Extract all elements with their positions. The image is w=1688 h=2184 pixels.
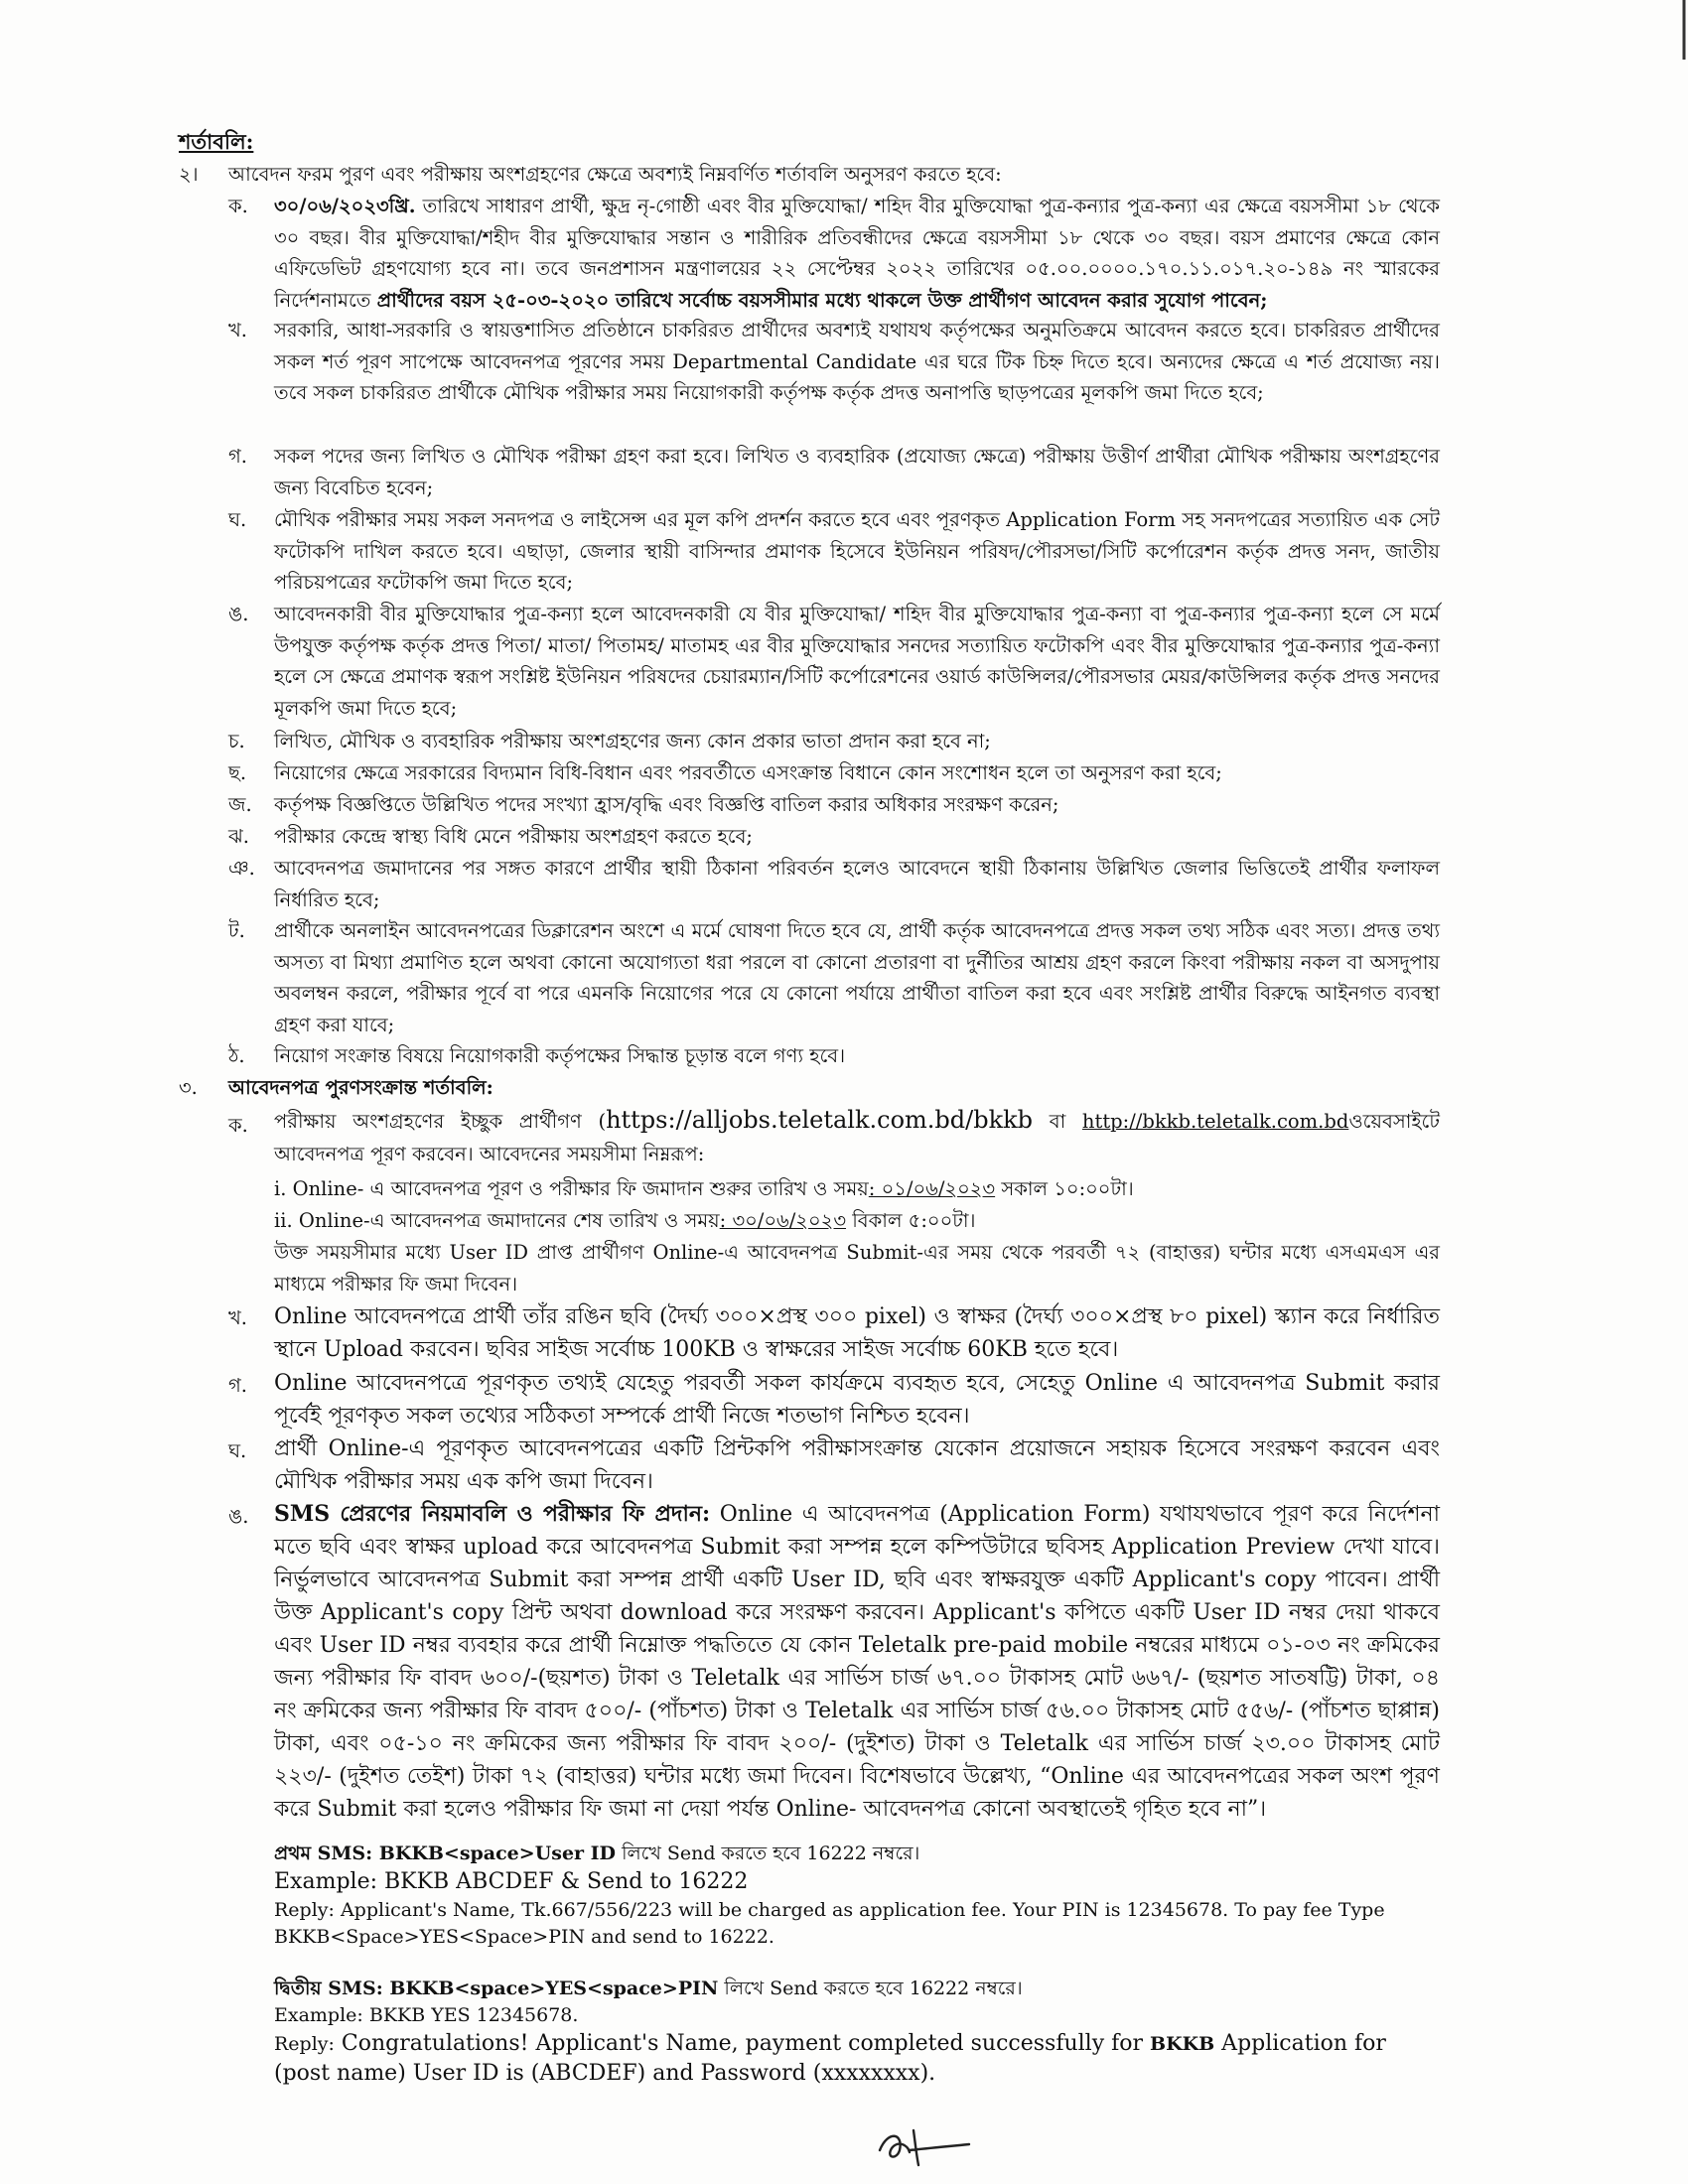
alljobs-link[interactable]: https://alljobs.teletalk.com.bd/bkkb (606, 1106, 1034, 1134)
item-ka-age-limit: ৩০/০৬/২০২৩খ্রি. তারিখে সাধারণ প্রার্থী, ক্ষুদ্র নৃ-গোষ্ঠী এবং বীর মুক্তিযোদ্ধা/ শহিদ বীর মুক্তিযোদ্ধা পুত্র-কন্যার পুত্র-কন্যা এর ক্ষেত্রে বয়সসীমা ১৮ থেকে ৩০ বছর। বীর মুক্তিযোদ্ধা/শহীদ বীর মুক্তিযোদ্ধার সন্তান ও শারীরিক প্রতিবন্ধীদের ক্ষেত্রে বয়সসীমা ১৮ থেকে ৩০ বছর। বয়স প্রমাণের ক্ষেত্রে কোন এফিডেভিট গ্রহণযোগ্য হবে না। তবে জনপ্রশাসন মন্ত্রণালয়ের ২২ সেপ্টেম্বর ২০২২ তারিখের ০৫.০০.০০০০.১৭০.১১.০১৭.২০-১৪৯ নং স্মারকের নির্দেশনামতে প্রার্থীদের বয়স ২৫-০৩-২০২০ তারিখে সর্বোচ্চ বয়সসীমার মধ্যে থাকলে উক্ত প্রার্থীগণ আবেদন করার সুযোগ পাবেন; (274, 195, 1440, 312)
online-end-date: ii. Online-এ আবেদনপত্র জমাদানের শেষ তারিখ ও সময়: ৩০/০৬/২০২৩ বিকাল ৫:০০টা। (274, 1209, 976, 1232)
scan-edge-mark (1670, 0, 1688, 60)
second-sms-example: Example: BKKB YES 12345678. (274, 2004, 579, 2026)
bkkb-teletalk-link[interactable]: http://bkkb.teletalk.com.bd (1081, 1110, 1349, 1133)
item3-gha-marker: ঘ. (228, 1439, 247, 1462)
item3-ka-marker: ক. (228, 1114, 248, 1137)
item-nya-marker: ঞ. (228, 857, 255, 880)
item-umo-freedom-fighter: আবেদনকারী বীর মুক্তিযোদ্ধার পুত্র-কন্যা হলে আবেদনকারী যে বীর মুক্তিযোদ্ধা/ শহিদ বীর মুক্তিযোদ্ধার পুত্র-কন্যা বা পুত্র-কন্যার পুত্র-কন্যা হলে সে মর্মে উপযুক্ত কর্তৃপক্ষ কর্তৃক প্রদত্ত পিতা/ মাতা/ পিতামহ/ মাতামহ এর বীর মুক্তিযোদ্ধার সনদের সত্যায়িত ফটোকপি এবং বীর মুক্তিযোদ্ধার পুত্র-কন্যার পুত্র-কন্যা হলে সে ক্ষেত্রে প্রমাণক স্বরূপ সংশ্লিষ্ট ইউনিয়ন পরিষদের চেয়ারম্যান/সিটি কর্পোরেশনের ওয়ার্ড কাউন্সিলর/পৌরসভার মেয়র/কাউন্সিলর কর্তৃক প্রদত্ত সনদের মূলকপি জমা দিতে হবে; (274, 603, 1440, 720)
item-nya-address-change: আবেদনপত্র জমাদানের পর সঙ্গত কারণে প্রার্থীর স্থায়ী ঠিকানা পরিবর্তন হলেও আবেদনে স্থায়ী ঠিকানায় উল্লিখিত জেলার ভিত্তিতেই প্রার্থীর ফলাফল নির্ধারিত হবে; (274, 857, 1440, 911)
first-sms-block (274, 1841, 1446, 1951)
online-start-date: i. Online- এ আবেদনপত্র পূরণ ও পরীক্ষার ফি জমাদান শুরুর তারিখ ও সময়: ০১/০৬/২০২৩ সকাল ১০:০০টা। (274, 1177, 1134, 1200)
first-sms-reply: Reply: Applicant's Name, Tk.667/556/223 will be charged as application fee. Your PIN is 12345678. To pay fee Type BKKB<Space>YES<Space>PIN and send to 16222. (274, 1899, 1385, 1948)
item-gha-documents: মৌখিক পরীক্ষার সময় সকল সনদপত্র ও লাইসেন্স এর মূল কপি প্রদর্শন করতে হবে এবং পূরণকৃত Application Form সহ সনদপত্রের সত্যায়িত এক সেট ফটোকপি দাখিল করতে হবে। এছাড়া, জেলার স্থায়ী বাসিন্দার প্রমাণক হিসেবে ইউনিয়ন পরিষদ/পৌরসভা/সিটি কর্পোরেশন কর্তৃক প্রদত্ত সনদ, জাতীয় পরিচয়পত্রের ফটোকপি জমা দিতে হবে; (274, 508, 1440, 594)
item-ca-allowance: লিখিত, মৌখিক ও ব্যবহারিক পরীক্ষায় অংশগ্রহণের জন্য কোন প্রকার ভাতা প্রদান করা হবে না; (274, 730, 991, 752)
first-sms-example: Example: BKKB ABCDEF & Send to 16222 (274, 1869, 749, 1894)
section-2-number: ২। (179, 163, 199, 186)
item-ja-marker: জ. (228, 793, 252, 816)
item-cha-rules: নিয়োগের ক্ষেত্রে সরকারের বিদ্যমান বিধি-বিধান এবং পরবর্তীতে এসংক্রান্ত বিধানে কোন সংশোধন হলে তা অনুসরণ করা হবে; (274, 761, 1222, 784)
section-2-intro: আবেদন ফরম পুরণ এবং পরীক্ষায় অংশগ্রহণের ক্ষেত্রে অবশ্যই নিম্নবর্ণিত শর্তাবলি অনুসরণ করতে হবে: (228, 163, 1002, 186)
item3-ga-accuracy: Online আবেদনপত্রে পূরণকৃত তথ্যই যেহেতু পরবর্তী সকল কার্যক্রমে ব্যবহৃত হবে, সেহেতু Online এ আবেদনপত্র Submit করার পূর্বেই পূরণকৃত সকল তথ্যের সঠিকতা সম্পর্কে প্রার্থী নিজে শতভাগ নিশ্চিত হবেন। (274, 1371, 1440, 1429)
item3-gha-printcopy: প্রার্থী Online-এ পূরণকৃত আবেদনপত্রের একটি প্রিন্টকপি পরীক্ষাসংক্রান্ত যেকোন প্রয়োজনে সহায়ক হিসেবে সংরক্ষণ করবেন এবং মৌখিক পরীক্ষার সময় এক কপি জমা দিবেন। (274, 1436, 1440, 1494)
section-3-title: আবেদনপত্র পুরণসংক্রান্ত শর্তাবলি: (228, 1076, 493, 1099)
item-ja-authority-rights: কর্তৃপক্ষ বিজ্ঞপ্তিতে উল্লিখিত পদের সংখ্যা হ্রাস/বৃদ্ধি এবং বিজ্ঞপ্তি বাতিল করার অধিকার সংরক্ষণ করেন; (274, 793, 1059, 816)
item-cha-marker: ছ. (228, 761, 247, 784)
item-ka-marker: ক. (228, 195, 248, 217)
item-umo-marker: ঙ. (228, 603, 249, 625)
first-sms-instruction: প্রথম SMS: BKKB<space>User ID লিখে Send করতে হবে 16222 নম্বরে। (274, 1843, 920, 1864)
item-ga-exams: সকল পদের জন্য লিখিত ও মৌখিক পরীক্ষা গ্রহণ করা হবে। লিখিত ও ব্যবহারিক (প্রযোজ্য ক্ষেত্রে) পরীক্ষায় উত্তীর্ণ প্রার্থীরা মৌখিক পরীক্ষায় অংশগ্রহণের জন্য বিবেচিত হবেন; (274, 445, 1440, 499)
item-ca-marker: চ. (228, 730, 245, 752)
second-sms-block (274, 1976, 1446, 2089)
item3-kha-marker: খ. (228, 1306, 248, 1329)
section-3-number: ৩. (179, 1076, 198, 1099)
second-sms-instruction: দ্বিতীয় SMS: BKKB<space>YES<space>PIN লিখে Send করতে হবে 16222 নম্বরে। (274, 1978, 1023, 1999)
item3-kha-photo-signature: Online আবেদনপত্রে প্রার্থী তাঁর রঙিন ছবি (দৈর্ঘ্য ৩০০×প্রস্থ ৩০০ pixel) ও স্বাক্ষর (দৈর্ঘ্য ৩০০×প্রস্থ ৮০ pixel) স্ক্যান করে নির্ধারিত স্থানে Upload করবেন। ছবির সাইজ সর্বোচ্চ 100KB ও স্বাক্ষরের সাইজ সর্বোচ্চ 60KB হতে হবে। (274, 1304, 1440, 1362)
item-jha-marker: ঝ. (228, 825, 249, 848)
item3-umo-sms-fee: SMS প্রেরণের নিয়মাবলি ও পরীক্ষার ফি প্রদান: Online এ আবেদনপত্র (Application Form) যথাযথভাবে পূরণ করে নির্দেশনা মতে ছবি এবং স্বাক্ষর upload করে আবেদনপত্র Submit করা সম্পন্ন হলে কম্পিউটারে ছবিসহ Application Preview দেখা যাবে। নির্ভুলভাবে আবেদনপত্র Submit করা সম্পন্ন প্রার্থী একটি User ID, ছবি এবং স্বাক্ষরযুক্ত একটি Applicant's copy পাবেন। প্রার্থী উক্ত Applicant's copy প্রিন্ট অথবা download করে সংরক্ষণ করবেন। Applicant's কপিতে একটি User ID নম্বর দেয়া থাকবে এবং User ID নম্বর ব্যবহার করে প্রার্থী নিম্নোক্ত পদ্ধতিতে যে কোন Teletalk pre-paid mobile নম্বরের মাধ্যমে ০১-০৩ নং ক্রমিকের জন্য পরীক্ষার ফি বাবদ ৬০০/-(ছয়শত) টাকা ও Teletalk এর সার্ভিস চার্জ ৬৭.০০ টাকাসহ মোট ৬৬৭/- (ছয়শত সাতষট্টি) টাকা, ০৪ নং ক্রমিকের জন্য পরীক্ষার ফি বাবদ ৫০০/- (পাঁচশত) টাকা ও Teletalk এর সার্ভিস চার্জ ৫৬.০০ টাকাসহ মোট ৫৫৬/- (পাঁচশত ছাপ্পান্ন) টাকা, এবং ০৫-১০ নং ক্রমিকের জন্য পরীক্ষার ফি বাবদ ২০০/- (দুইশত) টাকা ও Teletalk এর সার্ভিস চার্জ ২৩.০০ টাকাসহ মোট ২২৩/- (দুইশত তেইশ) টাকা ৭২ (বাহাত্তর) ঘন্টার মধ্যে জমা দিবেন। বিশেষভাবে উল্লেখ্য, “Online এর আবেদনপত্রের সকল অংশ পূরণ করে Submit করা হলেও পরীক্ষার ফি জমা না দেয়া পর্যন্ত Online- আবেদনপত্র কোনো অবস্থাতেই গৃহিত হবে না”। (274, 1501, 1440, 1822)
item-gha-marker: ঘ. (228, 508, 247, 531)
item-ttha-marker: ঠ. (228, 1044, 245, 1067)
item-kha-employed-candidates: সরকারি, আধা-সরকারি ও স্বায়ত্তশাসিত প্রতিষ্ঠানে চাকরিরত প্রার্থীদের অবশ্যই যথাযথ কর্তৃপক্ষের অনুমতিক্রমে আবেদন করতে হবে। চাকরিরত প্রার্থীদের সকল শর্ত পূরণ সাপেক্ষে আবেদনপত্র পূরণের সময় Departmental Candidate এর ঘরে টিক চিহ্ন দিতে হবে। অন্যদের ক্ষেত্রে এ শর্ত প্রযোজ্য নয়। তবে সকল চাকরিরত প্রার্থীকে মৌখিক পরীক্ষার সময় নিয়োগকারী কর্তৃপক্ষ কর্তৃক প্রদত্ত অনাপত্তি ছাড়পত্রের মূলকপি জমা দিতে হবে; (274, 319, 1440, 404)
item-ga-marker: গ. (228, 445, 247, 468)
item3-ka-application-websites: পরীক্ষায় অংশগ্রহণের ইচ্ছুক প্রার্থীগণ (https://alljobs.teletalk.com.bd/bkkb বা http://bkkb.teletalk.com.bdওয়েবসাইটে আবেদনপত্র পূরণ করবেন। আবেদনের সময়সীমা নিম্নরূপ: (274, 1106, 1440, 1165)
signature-initials (870, 2120, 979, 2170)
item-jha-health-rules: পরীক্ষার কেন্দ্রে স্বাস্থ্য বিধি মেনে পরীক্ষায় অংশগ্রহণ করতে হবে; (274, 825, 753, 848)
item-kha-marker: খ. (228, 319, 248, 341)
conditions-heading: শর্তাবলি: (179, 129, 254, 154)
item3-ga-marker: গ. (228, 1374, 247, 1397)
item-ttha-final-decision: নিয়োগ সংক্রান্ত বিষয়ে নিয়োগকারী কর্তৃপক্ষের সিদ্ধান্ত চূড়ান্ত বলে গণ্য হবে। (274, 1044, 846, 1067)
item-tta-marker: ট. (228, 919, 245, 942)
item3-umo-marker: ঙ. (228, 1505, 249, 1528)
fee-deadline-note: উক্ত সময়সীমার মধ্যে User ID প্রাপ্ত প্রার্থীগণ Online-এ আবেদনপত্র Submit-এর সময় থেকে পরবর্তী ৭২ (বাহাত্তর) ঘন্টার মধ্যে এসএমএস এর মাধ্যমে পরীক্ষার ফি জমা দিবেন। (274, 1241, 1440, 1296)
item-tta-declaration: প্রার্থীকে অনলাইন আবেদনপত্রের ডিক্লারেশন অংশে এ মর্মে ঘোষণা দিতে হবে যে, প্রার্থী কর্তৃক আবেদনপত্রে প্রদত্ত সকল তথ্য সঠিক এবং সত্য। প্রদত্ত তথ্য অসত্য বা মিথ্যা প্রমাণিত হলে অথবা কোনো অযোগ্যতা ধরা পরলে বা কোনো প্রতারণা বা দুর্নীতির আশ্রয় গ্রহণ করলে কিংবা পরীক্ষায় নকল বা অসদুপায় অবলম্বন করলে, পরীক্ষার পূর্বে বা পরে এমনকি নিয়োগের পরে যে কোনো পর্যায়ে প্রার্থীতা বাতিল করা হবে এবং সংশ্লিষ্ট প্রার্থীর বিরুদ্ধে আইনগত ব্যবস্থা গ্রহণ করা যাবে; (274, 919, 1440, 1036)
second-sms-reply: Reply: Congratulations! Applicant's Name, payment completed successfully for BKKB Application for (post name) User ID is (ABCDEF) and Password (xxxxxxxx). (274, 2031, 1386, 2086)
